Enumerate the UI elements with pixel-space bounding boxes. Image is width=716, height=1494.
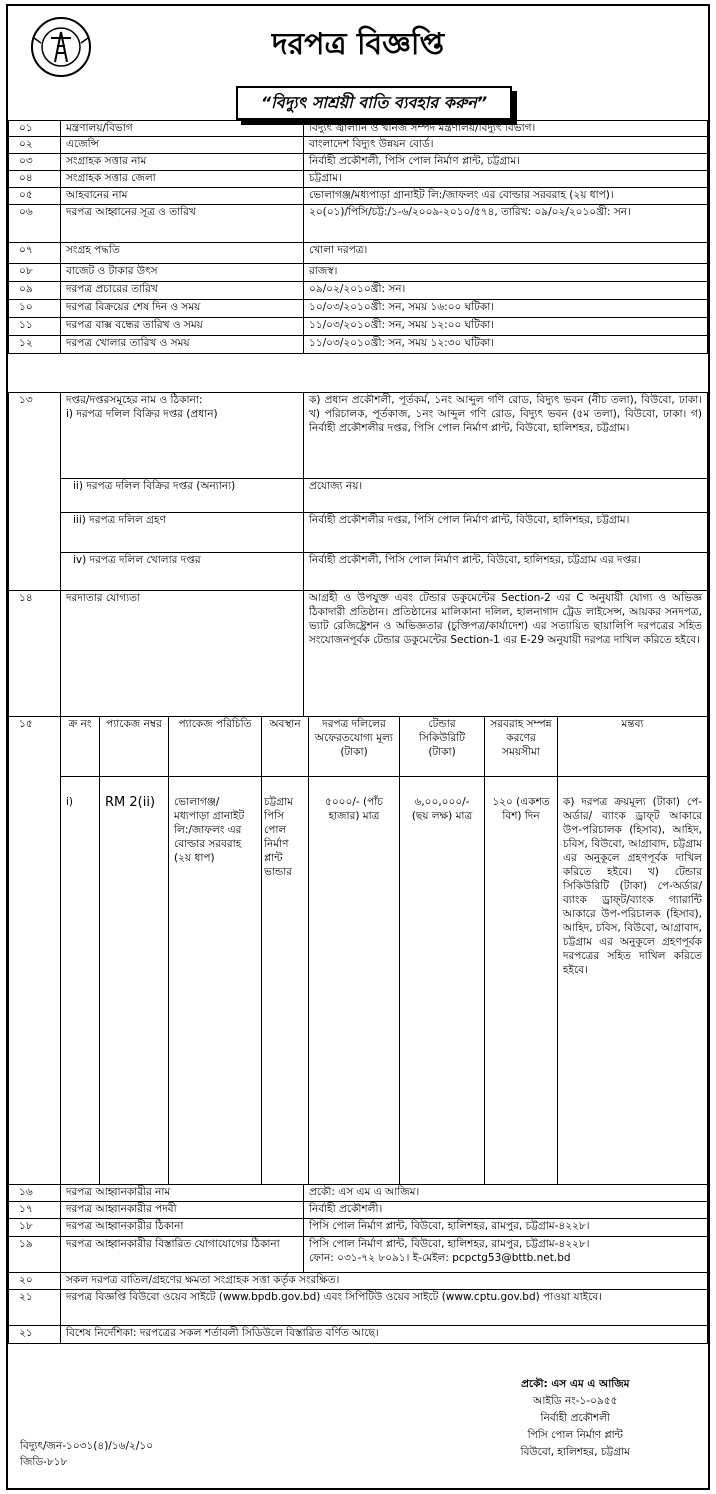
table-row: ১৪ দরদাতার যোগ্যতা আগ্রহী ও উপযুক্ত এবং টেন্ডার ডকুমেন্টের Section-2 এর C অনুযায়ী যোগ্য ও অভিজ্ঞ ঠিকাদারী প্রতিষ্ঠান। প্রতিষ্ঠানের মালিকানা দলিল, হালনাগাদ ট্রেড লাইসেন্স, আয়কর সনদপত্র, ভ্যাট রেজিষ্ট্রেশন ও অভিজ্ঞতার (চুক্তিপত্র/কার্যাদেশ) এর সত্যায়িত ছায়ালিপি দরপত্রের সহিত সংযোজনপূর্বক টেন্ডার ডকুমেন্টের Section-1 এর E-29 অনুযায়ী দরপত্র দাখিল করিতে হইবে। <box>9 591 708 717</box>
table-row: ii) দরপত্র দলিল বিক্রির দপ্তর (অন্যান্য) প্রযোজ্য নয়। <box>9 479 708 513</box>
notes-table <box>8 1272 708 1344</box>
table-row: ১০ দরপত্র বিক্রয়ের শেষ দিন ও সময় ১০/০৩/২০১০খ্রী: সন, সময় ১৬:০০ ঘটিকা। <box>9 300 708 318</box>
table-row: ১৩ দপ্তর/দপ্তরসমূহের নাম ও ঠিকানা: i) দরপত্র দলিল বিক্রির দপ্তর (প্রধান) ক) প্রধান প্রকৌশলী, পূর্তকর্ম, ১নং আব্দুল গণি রোড, বিদ্যুৎ ভবন (নীচ তলা), বিউবো, ঢাকা। খ) পরিচালক, পূর্তকাজ, ১নং আব্দুল গণি রোড, বিদ্যুৎ ভবন (৫ম তলা), বিউবো, ঢাকা। গ) নির্বাহী প্রকৌশলীর দপ্তর, পিসি পোল নির্মাণ প্লান্ট, বিউবো, হালিশহর, চট্টগ্রাম। <box>9 393 708 479</box>
table-row: iv) দরপত্র দলিল খোলার দপ্তর নির্বাহী প্রকৌশলী, পিসি পোল নির্মাণ প্লান্ট, বিউবো, হালিশহর, চট্টগ্রাম এর দপ্তর। <box>9 553 708 591</box>
table-row: ১৭ দরপত্র আহ্বানকারীর পদবী নির্বাহী প্রকৌশলী। <box>9 1202 708 1219</box>
table-row: ০৩ সংগ্রাহক সত্তার নাম নির্বাহী প্রকৌশলী, পিসি পোল নির্মাণ প্লান্ট, চট্টগ্রাম। <box>9 154 708 171</box>
table-row: ২০ সকল দরপত্র বাতিল/গ্রহণের ক্ষমতা সংগ্রাহক সত্তা কর্তৃক সংরক্ষিত। <box>9 1273 708 1290</box>
offices-table <box>8 392 708 591</box>
contact-line: ফোন: ০৩১-৭২ ৮০৯১। ই-মেইল: pcpctg53@bttb.net.bd <box>309 1252 571 1264</box>
signature-block <box>521 1376 630 1461</box>
package-row: i) RM 2(ii) ভোলাগঞ্জ/ মধ্যপাড়া গ্রানাইট লি:/জাফলং এর বোল্ডার সরবরাহ (২য় ধাপ) চট্টগ্রাম পিসি পোল নির্মাণ প্লান্ট ভান্ডার ৫০০০/- (পাঁচ হাজার) মাত্র ৬,০০,০০০/- (ছয় লক্ষ) মাত্র ১২০ (একশত বিশ) দিন ক) দরপত্র ক্রয়মূল্য (টাকা) পে-অর্ডার/ ব্যাংক ড্রাফ্‌ট আকারে উপ-পরিচালক (হিসাব), আহিদ, চবিস, বিউবো, আগ্রাবাদ, চট্টগ্রাম এর অনুকূলে গ্রহণপূর্বক দাখিল করিতে হইবে। খ) টেন্ডার সিকিউরিটি (টাকা) পে-অর্ডার/ ব্যাংক ড্রাফ্‌ট/ব্যাংক গ্যারান্টি আকারে উপ-পরিচালক (হিসাব), আহিদ, চবিস, বিউবো, আগ্রাবাদ, চট্টগ্রাম এর অনুকূলে গ্রহণপূর্বক দরপত্রের সহিত দাখিল করিতে হইবে। <box>9 777 708 1185</box>
signatory-office: পিসি পোল নির্মাণ প্লান্ট <box>527 1429 623 1441</box>
table-row: ২১ দরপত্র বিজ্ঞপ্তি বিউবো ওয়েব সাইটে (www.bpdb.gov.bd) এবং সিপিটিউ ওয়েব সাইটে (www.cptu.gov.bd) পাওয়া যাইবে। <box>9 1290 708 1326</box>
table-row: ০৯ দরপত্র প্রচারের তারিখ ০৯/০২/২০১০খ্রী: সন। <box>9 282 708 300</box>
table-row: ০৮ বাজেট ও টাকার উৎস রাজস্ব। <box>9 264 708 282</box>
table-row: iii) দরপত্র দলিল গ্রহণ নির্বাহী প্রকৌশলীর দপ্তর, পিসি পোল নির্মাণ প্লান্ট, বিউবো, হালিশহর, চট্টগ্রাম। <box>9 513 708 553</box>
table-row: ০৪ সংগ্রাহক সত্তার জেলা চট্টগ্রাম। <box>9 171 708 188</box>
table-row: ০৭ সংগ্রহ পদ্ধতি খোলা দরপত্র। <box>9 243 708 264</box>
signatory-name: প্রকৌ: এস এম এ আজিম <box>521 1378 630 1390</box>
table-row: ০২ এজেন্সি বাংলাদেশ বিদ্যুৎ উন্নয়ন বোর্ড। <box>9 137 708 154</box>
signatory-designation: নির্বাহী প্রকৌশলী <box>540 1412 611 1424</box>
footer-reference <box>20 1438 153 1470</box>
tender-notice-page <box>6 4 710 1490</box>
info-table-top <box>8 120 708 354</box>
info-table-bottom <box>8 1184 708 1273</box>
memo-number: বিদ্যুৎ/জন-১০৩১(৪)/১৬/২/১০ <box>20 1440 154 1452</box>
table-row: ১৬ দরপত্র আহ্বানকারীর নাম প্রকৌ: এস এম এ আজিম। <box>9 1185 708 1202</box>
signatory-id: আইডি নং-১-০৯৫৫ <box>533 1395 618 1407</box>
table-header-row: ১৫ ক্র নং প্যাকেজ নম্বর প্যাকেজ পরিচিতি অবস্থান দরপত্র দলিলের অফেরতযোগ্য মূল্য (টাকা) টেন্ডার সিকিউরিটি (টাকা) সরবরাহ সম্পন্ন করণের সময়সীমা মন্তব্য <box>9 717 708 777</box>
table-row: ০৬ দরপত্র আহ্বানের সূত্র ও তারিখ ২০(০১)/পিসি/চট্ট:/১-৬/২০০৯-২০১০/৫৭৪, তারিখ: ০৯/০২/২০১০খ্রী: সন। <box>9 205 708 243</box>
table-row: ২১ বিশেষ নির্দেশিকা: দরপত্রের সকল শর্তাবলী সিডিউলে বিস্তারিত বর্ণিত আছে। <box>9 1326 708 1344</box>
table-row: ১২ দরপত্র খোলার তারিখ ও সময় ১১/০৩/২০১০খ্রী: সন, সময় ১২:৩০ ঘটিকা। <box>9 336 708 354</box>
gd-number: জিডি-৮১৮ <box>20 1456 68 1468</box>
table-row: ১৯ দরপত্র আহ্বানকারীর বিস্তারিত যোগাযোগের ঠিকানা পিসি পোল নির্মাণ প্লান্ট, বিউবো, হালিশহর, রামপুর, চট্টগ্রাম-৪২২৮। ফোন: ০৩১-৭২ ৮০৯১। ই-মেইল: pcpctg53@bttb.net.bd <box>9 1237 708 1273</box>
page-title: দরপত্র বিজ্ঞপ্তি <box>271 27 445 62</box>
eligibility-table <box>8 590 708 717</box>
table-row: ০১ মন্ত্রণালয়/বিভাগ বিদ্যুৎ জ্বালানি ও খনিজ সম্পদ মন্ত্রণালয়/বিদ্যুৎ বিভাগ। <box>9 121 708 137</box>
table-row: ১১ দরপত্র বাক্স বন্ধের তারিখ ও সময় ১১/০৩/২০১০খ্রী: সন, সময় ১২:০০ ঘটিকা। <box>9 318 708 336</box>
package-table <box>8 716 708 1185</box>
slogan-box: “বিদ্যুৎ সাশ্রয়ী বাতি ব্যবহার করুন” <box>236 86 512 120</box>
offices-heading: দপ্তর/দপ্তরসমূহের নাম ও ঠিকানা: <box>66 394 203 406</box>
table-row: ০৫ আহবানের নাম ভোলাগঞ্জ/মধ্যপাড়া গ্রানাইট লি:/জাফলং এর বোল্ডার সরবরাহ (২য় ধাপ)। <box>9 188 708 205</box>
signatory-address: বিউবো, হালিশহর, চট্টগ্রাম <box>520 1446 630 1458</box>
table-row: ১৮ দরপত্র আহ্বানকারীর ঠিকানা পিসি পোল নির্মাণ প্লান্ট, বিউবো, হালিশহর, রামপুর, চট্টগ্রাম-৪২২৮। <box>9 1219 708 1237</box>
